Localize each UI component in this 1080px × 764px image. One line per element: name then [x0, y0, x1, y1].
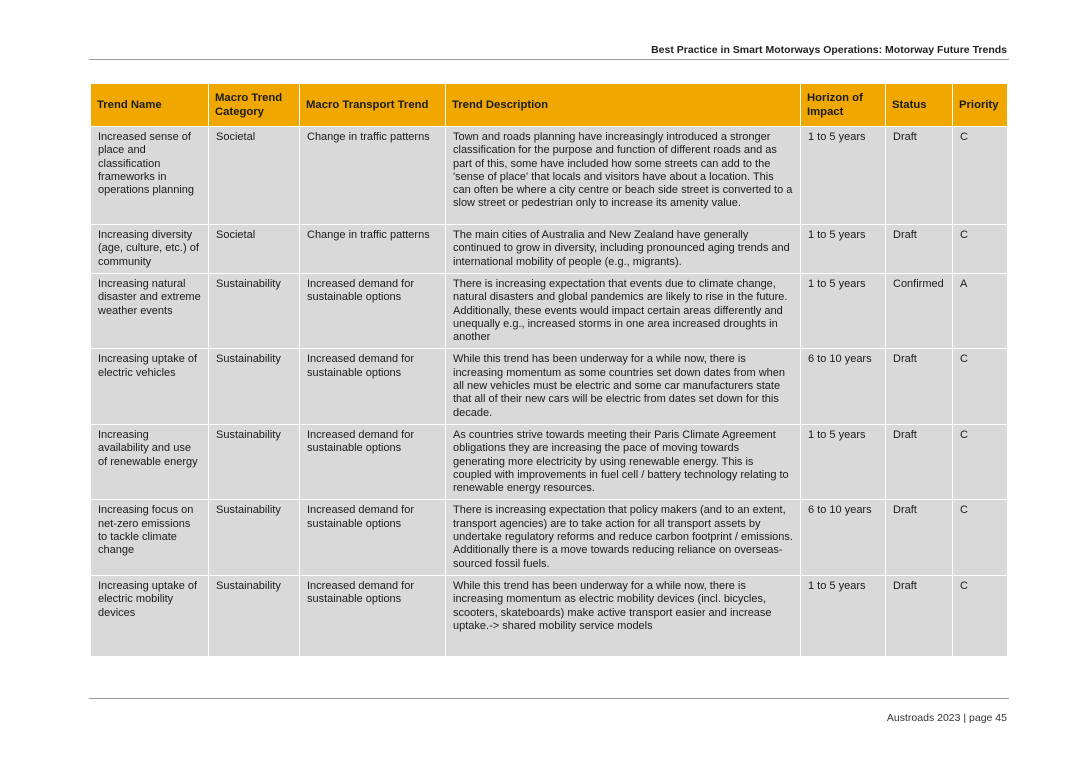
table-row: [91, 127, 1008, 225]
transport-trend-cell: Increased demand for sustainable options: [300, 575, 446, 656]
priority-cell: C: [953, 575, 1008, 656]
page-footer: Austroads 2023 | page 45: [886, 712, 1007, 724]
description-cell: While this trend has been underway for a while now, there is increasing momentum as electric mobility devices (incl. bicycles, scooters, skateboards) make active transport easier and increase uptake.-> shared mobility service models: [446, 575, 801, 656]
header-divider: [89, 59, 1009, 60]
transport-trend-cell: Change in traffic patterns: [300, 127, 446, 225]
table-row: [91, 349, 1008, 424]
table-row: [91, 274, 1008, 349]
trend-name-cell: Increasing uptake of electric vehicles: [91, 349, 209, 424]
transport-trend-cell: Increased demand for sustainable options: [300, 424, 446, 499]
transport-trend-cell: Change in traffic patterns: [300, 225, 446, 274]
description-cell: Town and roads planning have increasingly introduced a stronger classification for the purpose and function of different roads and as part of this, some have included how some streets can add to the 'sense of place' that locals and visitors have about a location. This can often be where a city centre or beach side street is converted to a slow street or pedestrian only to increase its amenity value.: [446, 127, 801, 225]
description-cell: There is increasing expectation that events due to climate change, natural disasters and global pandemics are likely to rise in the future. Additionally, these events would impact certain areas differently and unequally e.g., increased storms in one area increased droughts in another: [446, 274, 801, 349]
category-cell: Societal: [209, 225, 300, 274]
column-header-status: Status: [886, 84, 953, 127]
horizon-cell: 1 to 5 years: [801, 127, 886, 225]
category-cell: Sustainability: [209, 424, 300, 499]
transport-trend-cell: Increased demand for sustainable options: [300, 349, 446, 424]
description-cell: There is increasing expectation that policy makers (and to an extent, transport agencies) are to take action for all transport assets by undertake regulatory reforms and reduce carbon footprint / emissions. Additionally there is a move towards reducing reliance on overseas-sourced fossil fuels.: [446, 500, 801, 575]
trend-name-cell: Increasing natural disaster and extreme weather events: [91, 274, 209, 349]
table-row: [91, 225, 1008, 274]
category-cell: Sustainability: [209, 349, 300, 424]
column-header-trend-description: Trend Description: [446, 84, 801, 127]
category-cell: Sustainability: [209, 575, 300, 656]
transport-trend-cell: Increased demand for sustainable options: [300, 274, 446, 349]
trend-name-cell: Increasing availability and use of renewable energy: [91, 424, 209, 499]
column-header-macro-transport-trend: Macro Transport Trend: [300, 84, 446, 127]
table-row: [91, 500, 1008, 575]
horizon-cell: 6 to 10 years: [801, 500, 886, 575]
table-header-row: [91, 84, 1008, 127]
column-header-horizon-of-impact: Horizon of Impact: [801, 84, 886, 127]
horizon-cell: 1 to 5 years: [801, 225, 886, 274]
description-cell: As countries strive towards meeting their Paris Climate Agreement obligations they are increasing the pace of moving towards generating more electricity by using renewable energy. This is coupled with improvements in fuel cell / battery technology relating to renewable energy resources.: [446, 424, 801, 499]
status-cell: Draft: [886, 225, 953, 274]
future-trends-table: [90, 83, 1008, 657]
status-cell: Draft: [886, 424, 953, 499]
status-cell: Draft: [886, 349, 953, 424]
footer-divider: [89, 698, 1009, 699]
category-cell: Sustainability: [209, 274, 300, 349]
horizon-cell: 6 to 10 years: [801, 349, 886, 424]
trend-name-cell: Increased sense of place and classification frameworks in operations planning: [91, 127, 209, 225]
horizon-cell: 1 to 5 years: [801, 274, 886, 349]
trend-name-cell: Increasing diversity (age, culture, etc.) of community: [91, 225, 209, 274]
priority-cell: C: [953, 424, 1008, 499]
horizon-cell: 1 to 5 years: [801, 424, 886, 499]
priority-cell: C: [953, 127, 1008, 225]
trend-name-cell: Increasing uptake of electric mobility devices: [91, 575, 209, 656]
status-cell: Confirmed: [886, 274, 953, 349]
status-cell: Draft: [886, 575, 953, 656]
status-cell: Draft: [886, 127, 953, 225]
column-header-priority: Priority: [953, 84, 1008, 127]
table-row: [91, 575, 1008, 656]
priority-cell: C: [953, 225, 1008, 274]
trend-name-cell: Increasing focus on net-zero emissions to tackle climate change: [91, 500, 209, 575]
table-row: [91, 424, 1008, 499]
category-cell: Societal: [209, 127, 300, 225]
horizon-cell: 1 to 5 years: [801, 575, 886, 656]
priority-cell: A: [953, 274, 1008, 349]
transport-trend-cell: Increased demand for sustainable options: [300, 500, 446, 575]
priority-cell: C: [953, 349, 1008, 424]
description-cell: While this trend has been underway for a while now, there is increasing momentum as some countries set down dates from when all new vehicles must be electric and some car manufacturers state that all of their new cars will be electric from dates set down for this decade.: [446, 349, 801, 424]
description-cell: The main cities of Australia and New Zealand have generally continued to grow in diversity, including pronounced aging trends and international mobility of people (e.g., migrants).: [446, 225, 801, 274]
column-header-macro-trend-category: Macro Trend Category: [209, 84, 300, 127]
running-header: Best Practice in Smart Motorways Operations: Motorway Future Trends: [651, 44, 1007, 56]
category-cell: Sustainability: [209, 500, 300, 575]
status-cell: Draft: [886, 500, 953, 575]
column-header-trend-name: Trend Name: [91, 84, 209, 127]
priority-cell: C: [953, 500, 1008, 575]
